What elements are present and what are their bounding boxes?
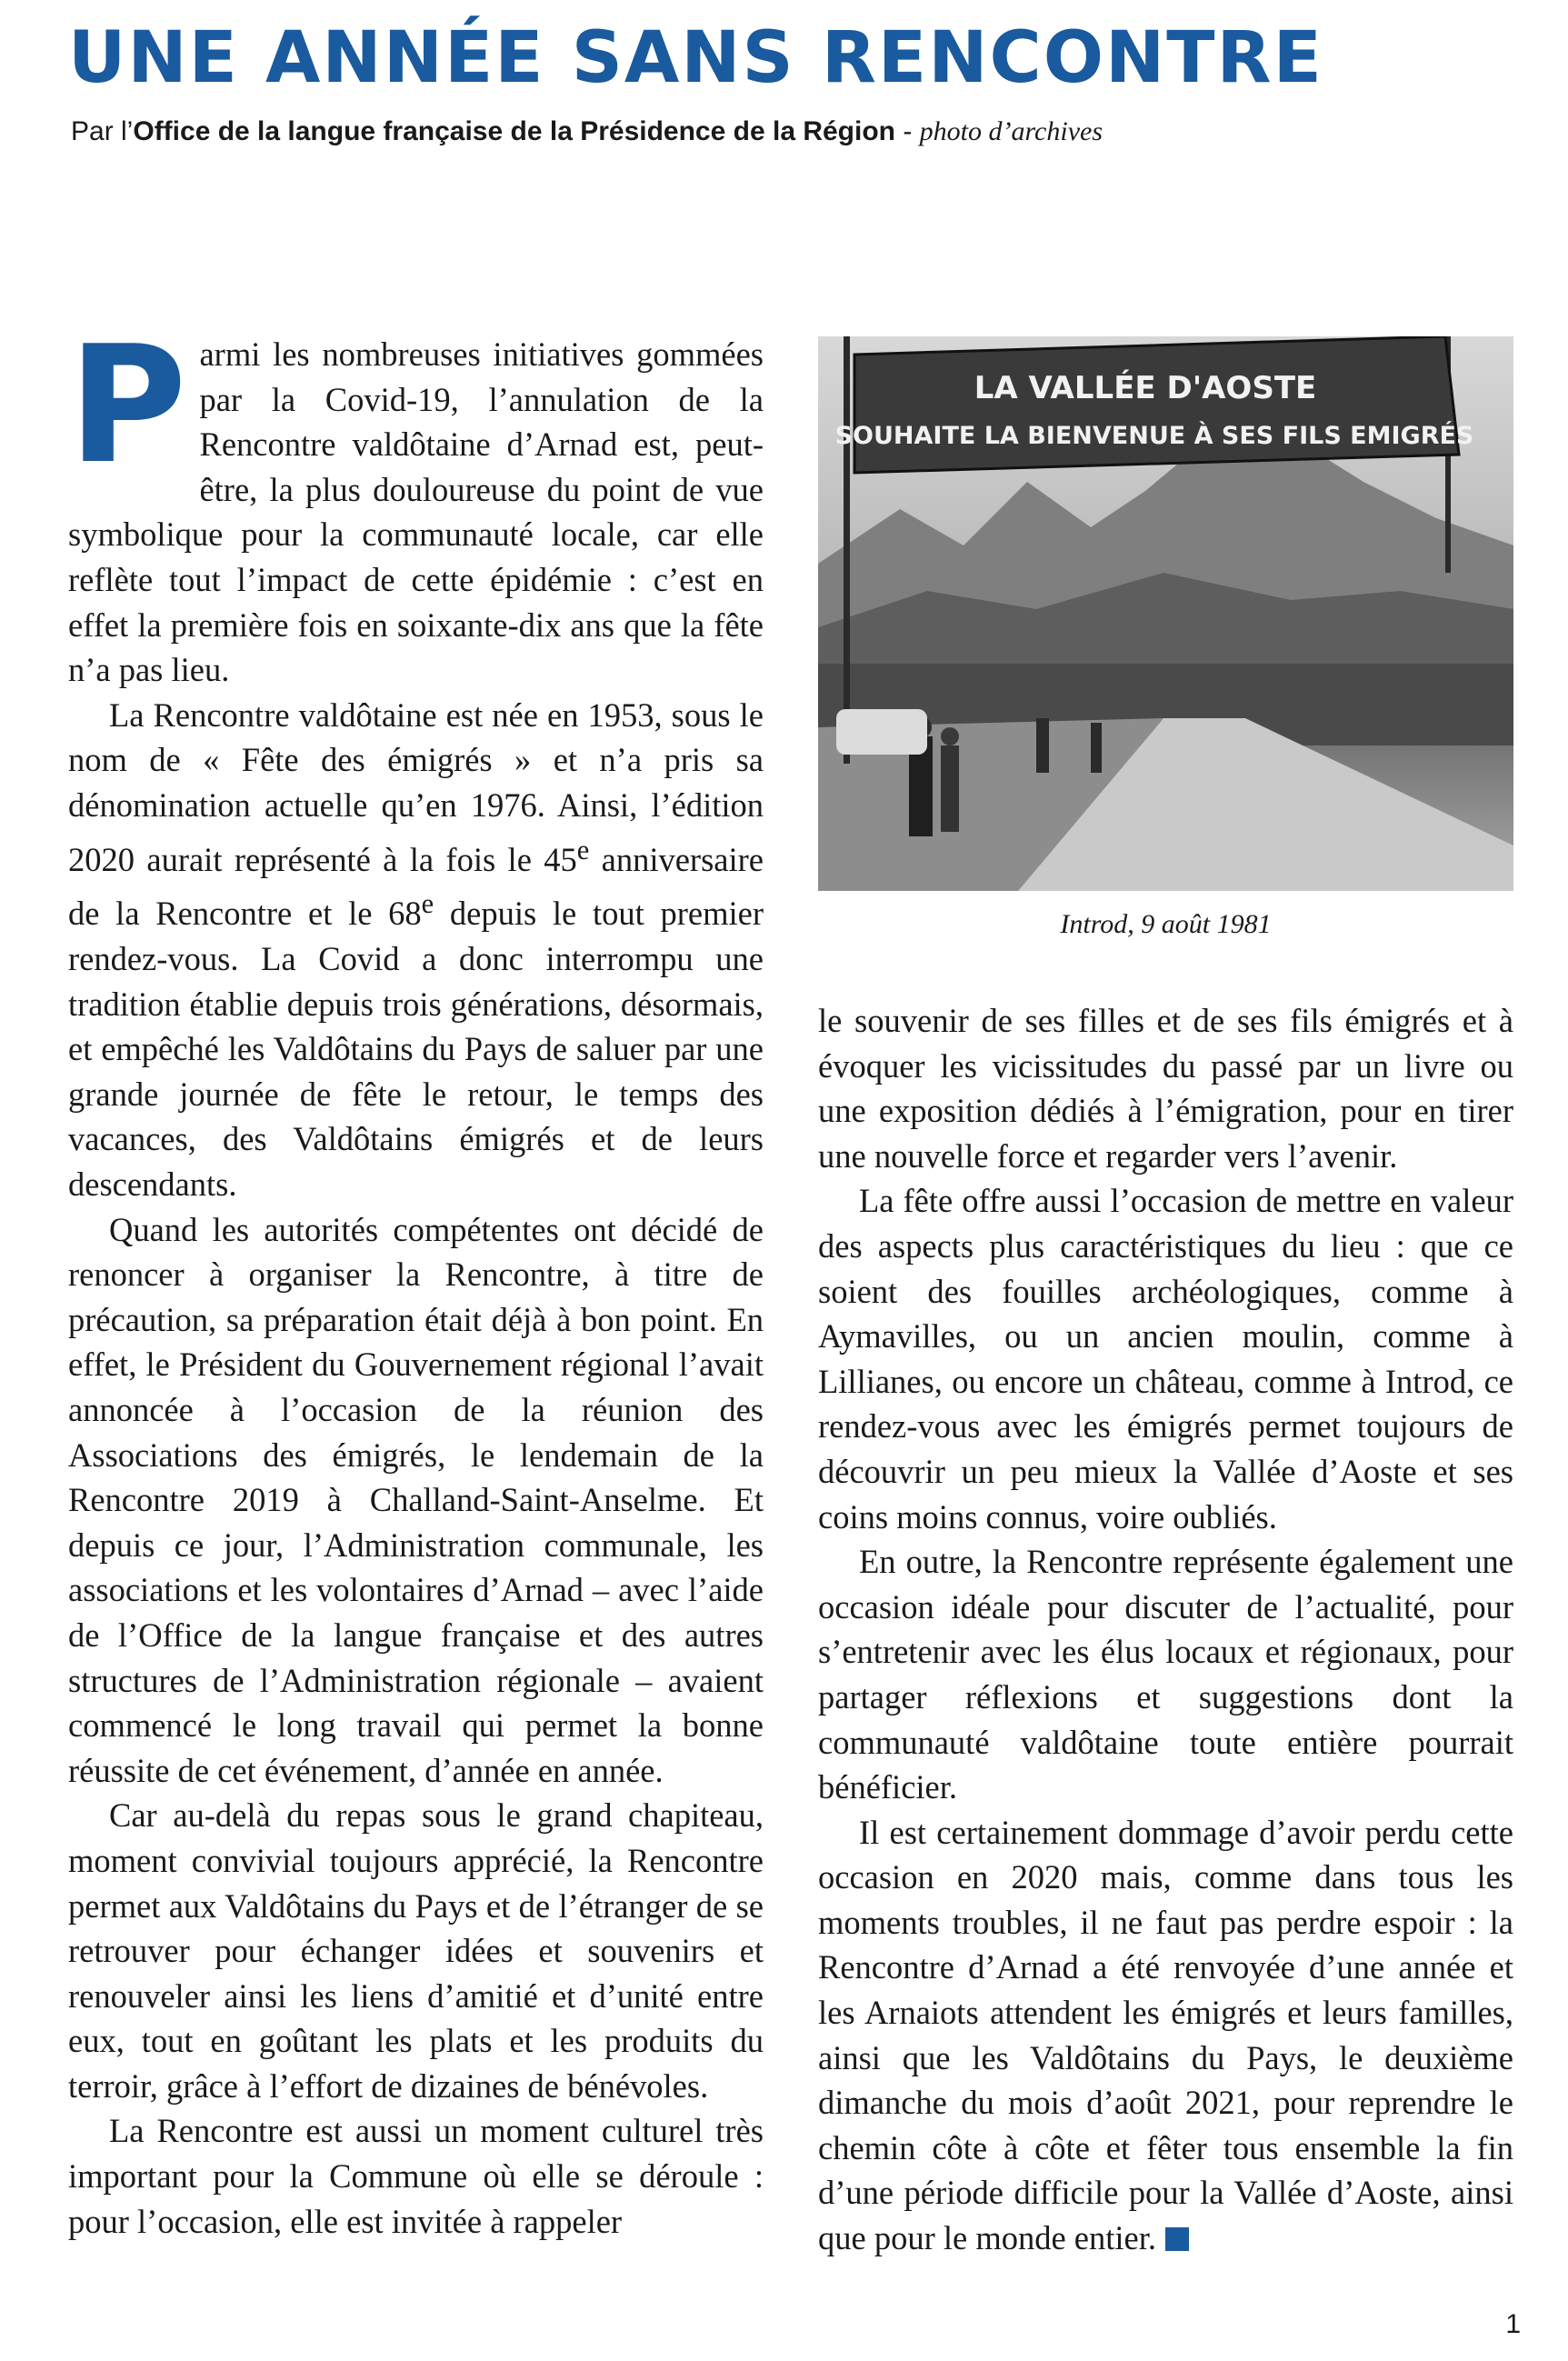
page-number: 1	[1505, 2309, 1521, 2339]
paragraph-4: Car au-delà du repas sous le grand chapiteau, moment convivial toujours apprécié, la Rencontre permet aux Valdôtains du Pays et de l’étranger de se retrouver pour échanger idées et souvenirs et renouveler ainsi les liens d’amitié et d’unité entre eux, tout en goûtant les plats et les produits du terroir, grâce à l’effort de dizaines de bénévoles.	[68, 1796, 764, 2105]
paragraph-7: En outre, la Rencontre représente également une occasion idéale pour discuter de l’actualité, pour s’entretenir avec les élus locaux et régionaux, pour partager réflexions et suggestions dont la communauté valdôtaine toute entière pourrait bénéficier.	[818, 1543, 1513, 1806]
paragraph-3: Quand les autorités compétentes ont décidé de renoncer à organiser la Rencontre, à titre de précaution, sa préparation était déjà à bon point. En effet, le Président du Gouvernement régional l’avait annoncée à l’occasion de la réunion des Associations des émigrés, le lendemain de la Rencontre 2019 à Challand-Saint-Anselme. Et depuis ce jour, l’Administration communale, les associations et les volontaires d’Arnad – avec l’aide de l’Office de la langue française et des autres structures de l’Administration régionale – avaient commencé le long travail qui permet la bonne réussite de cet événement, d’année en année.	[68, 1210, 764, 1789]
paragraph-5-end: le souvenir de ses filles et de ses fils émigrés et à évoquer les vicissitudes du passé par un livre ou une exposition dédiés à l’émigration, pour en tirer une nouvelle force et regarder vers l’avenir.	[818, 1002, 1513, 1175]
banner-line-1: LA VALLÉE D'AOSTE	[974, 370, 1317, 406]
paragraph-8: Il est certainement dommage d’avoir perdu cette occasion en 2020 mais, comme dans tous les moments troubles, il ne faut pas perdre espoir : la Rencontre d’Arnad a été renvoyée d’une année et les Arnaiots attendent les émigrés et leurs familles, ainsi que les Valdôtains du Pays, le deuxième dimanche du mois d’août 2021, pour reprendre le chemin côte à côte et fêter tous ensemble la fin d’une période difficile pour la Vallée d’Aoste, ainsi que pour le monde entier.	[818, 1813, 1513, 2257]
byline-photo-credit: photo d’archives	[919, 116, 1104, 146]
drop-cap: P	[68, 332, 187, 499]
article-column-left	[68, 332, 764, 2314]
byline	[71, 116, 1525, 147]
end-mark-square	[1165, 2227, 1189, 2251]
photo-illustration	[818, 336, 1513, 891]
paragraph-2: La Rencontre valdôtaine est née en 1953, sous le nom de « Fête des émigrés » et n’a pris sa dénomination actuelle qu’en 1976. Ainsi, l’édition 2020 aurait représenté à la fois le 45e anniversaire de la Rencontre et le 68e depuis le tout premier rendez-vous. La Covid a donc interrompu une tradition établie depuis trois générations, désormais, et empêché les Valdôtains du Pays de saluer par une grande journée de fête le retour, le temps des vacances, des Valdôtains émigrés et de leurs descendants.	[68, 695, 764, 1203]
article-column-right	[818, 998, 1513, 2316]
photo-caption: Introd, 9 août 1981	[1060, 909, 1272, 939]
page-title: UNE ANNÉE SANS RENCONTRE	[68, 17, 1323, 99]
byline-separator: -	[895, 116, 920, 146]
byline-prefix: Par l’	[71, 116, 134, 146]
archive-photo	[818, 336, 1513, 891]
paragraph-6: La fête offre aussi l’occasion de mettre en valeur des aspects plus caractéristiques du lieu : que ce soient des fouilles archéologiques, comme à Aymavilles, ou un ancien moulin, comme à Lillianes, ou encore un château, comme à Introd, ce rendez-vous avec les émigrés permet toujours de découvrir un peu mieux la Vallée d’Aoste et ses coins moins connus, voire oubliés.	[818, 1182, 1513, 1536]
paragraph-1: Parmi les nombreuses initiatives gommées par la Covid-19, l’annulation de la Rencontre valdôtaine d’Arnad est, peut-être, la plus douloureuse du point de vue symbolique pour la communauté locale, car elle reflète tout l’impact de cette épidémie : c’est en effet la première fois en soixante-dix ans que la fête n’a pas lieu.	[68, 332, 764, 689]
banner-line-2: SOUHAITE LA BIENVENUE À SES FILS EMIGRÉS	[834, 422, 1474, 450]
paragraph-5-start: La Rencontre est aussi un moment culturel très important pour la Commune où elle se déroule : pour l’occasion, elle est invitée à rappeler	[68, 2112, 764, 2240]
byline-author: Office de la langue française de la Présidence de la Région	[133, 116, 895, 146]
